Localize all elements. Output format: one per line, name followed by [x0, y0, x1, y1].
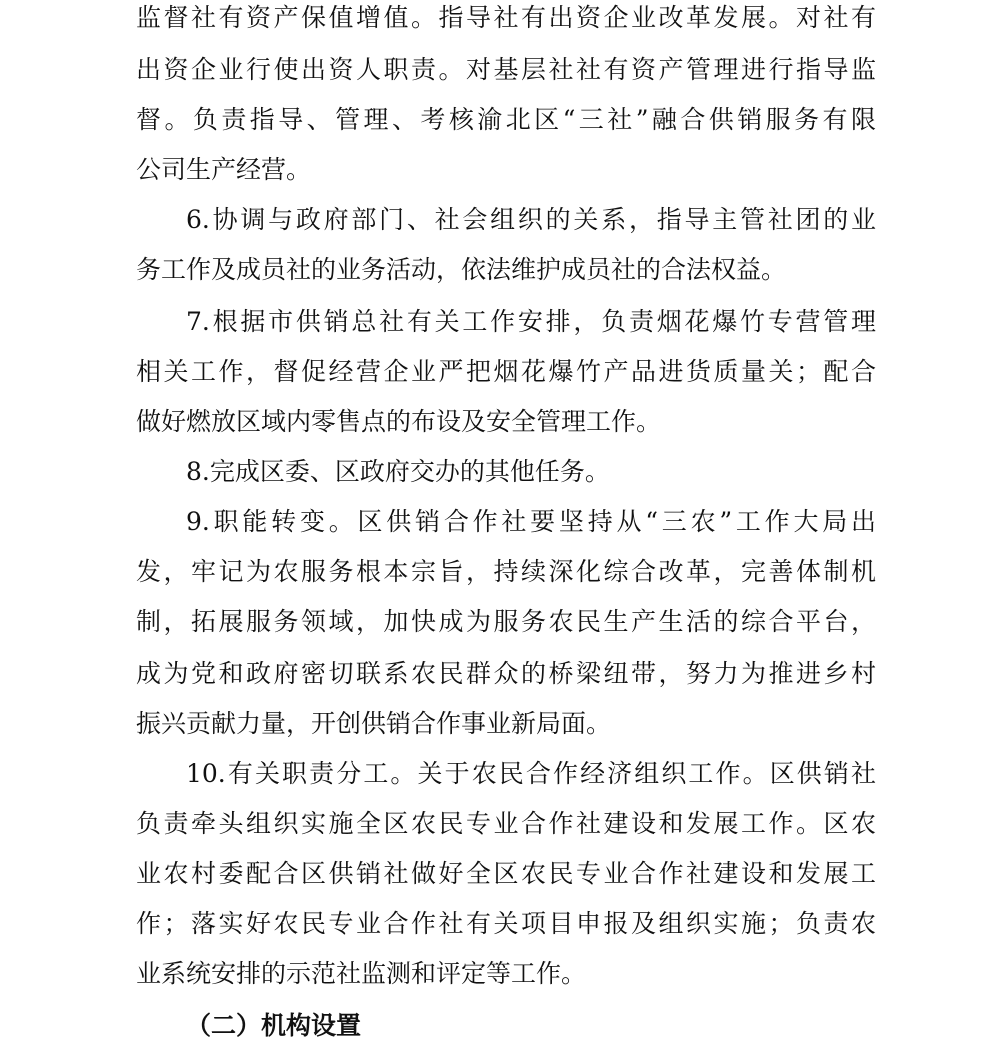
- paragraph-line: 公司生产经营。: [136, 155, 312, 184]
- paragraph-line: 作；落实好农民专业合作社有关项目申报及组织实施；负责农: [136, 909, 876, 938]
- paragraph-line: 相关工作，督促经营企业严把烟花爆竹产品进货质量关；配合: [136, 357, 876, 386]
- paragraph-line: 督。负责指导、管理、考核渝北区“三社”融合供销服务有限: [136, 105, 876, 134]
- paragraph-line: 9.职能转变。区供销合作社要坚持从“三农”工作大局出: [186, 507, 876, 536]
- paragraph-line: 务工作及成员社的业务活动，依法维护成员社的合法权益。: [136, 255, 787, 284]
- paragraph-line: 7.根据市供销总社有关工作安排，负责烟花爆竹专营管理: [186, 307, 876, 336]
- paragraph-line: 业系统安排的示范社监测和评定等工作。: [136, 959, 587, 988]
- paragraph-line: 发，牢记为农服务根本宗旨，持续深化综合改革，完善体制机: [136, 557, 876, 586]
- paragraph-line: 成为党和政府密切联系农民群众的桥梁纽带，努力为推进乡村: [136, 659, 876, 688]
- paragraph-line: 制，拓展服务领域，加快成为服务农民生产生活的综合平台，: [136, 607, 876, 636]
- paragraph-line: 出资企业行使出资人职责。对基层社社有资产管理进行指导监: [136, 55, 876, 84]
- paragraph-line: 10.有关职责分工。关于农民合作经济组织工作。区供销社: [186, 759, 876, 788]
- paragraph-line: 做好燃放区域内零售点的布设及安全管理工作。: [136, 407, 662, 436]
- paragraph-line: 业农村委配合区供销社做好全区农民专业合作社建设和发展工: [136, 859, 876, 888]
- paragraph-line: 监督社有资产保值增值。指导社有出资企业改革发展。对社有: [136, 3, 876, 32]
- section-heading: （二）机构设置: [186, 1011, 362, 1040]
- paragraph-line: 6.协调与政府部门、社会组织的关系，指导主管社团的业: [186, 205, 876, 234]
- paragraph-line: 振兴贡献力量，开创供销合作事业新局面。: [136, 709, 612, 738]
- paragraph-line: 8.完成区委、区政府交办的其他任务。: [186, 457, 610, 486]
- paragraph-line: 负责牵头组织实施全区农民专业合作社建设和发展工作。区农: [136, 809, 876, 838]
